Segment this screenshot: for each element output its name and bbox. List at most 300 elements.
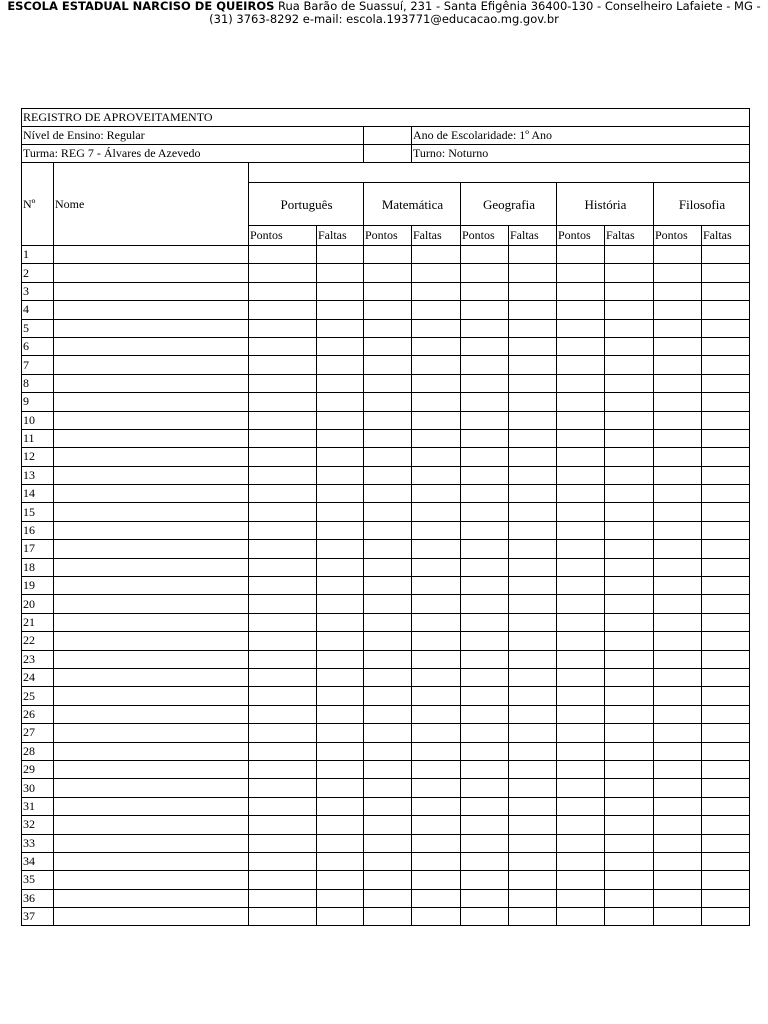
absences-cell	[702, 429, 750, 447]
points-cell	[249, 705, 317, 723]
absences-cell	[509, 650, 557, 668]
student-name-cell	[54, 577, 249, 595]
absences-cell	[317, 577, 364, 595]
points-cell	[654, 411, 702, 429]
absences-cell	[317, 429, 364, 447]
absences-cell	[509, 705, 557, 723]
absences-cell	[412, 742, 461, 760]
absences-cell	[412, 356, 461, 374]
points-cell	[654, 705, 702, 723]
absences-cell	[317, 374, 364, 392]
absences-cell	[605, 411, 654, 429]
points-cell	[557, 742, 605, 760]
points-cell	[364, 908, 412, 926]
absences-cell	[317, 834, 364, 852]
absences-cell	[509, 779, 557, 797]
points-cell	[461, 760, 509, 778]
column-name-header: Nome	[54, 163, 249, 246]
points-cell	[557, 337, 605, 355]
absences-cell	[702, 613, 750, 631]
points-cell	[654, 337, 702, 355]
absences-cell	[702, 411, 750, 429]
table-row	[22, 393, 750, 411]
absences-cell	[702, 374, 750, 392]
points-cell	[364, 282, 412, 300]
absences-cell	[317, 760, 364, 778]
absences-cell	[509, 540, 557, 558]
absences-cell	[317, 411, 364, 429]
points-cell	[557, 889, 605, 907]
absences-cell	[509, 613, 557, 631]
absences-cell	[702, 540, 750, 558]
absences-cell	[702, 301, 750, 319]
table-row	[22, 816, 750, 834]
absences-cell	[317, 356, 364, 374]
points-cell	[249, 577, 317, 595]
student-name-cell	[54, 613, 249, 631]
absences-cell	[605, 724, 654, 742]
student-name-cell	[54, 264, 249, 282]
absences-cell	[509, 742, 557, 760]
points-header: Pontos	[461, 226, 509, 246]
school-name: ESCOLA ESTADUAL NARCISO DE QUEIROS	[7, 0, 275, 13]
student-name-cell	[54, 595, 249, 613]
absences-header: Faltas	[412, 226, 461, 246]
points-cell	[654, 632, 702, 650]
absences-cell	[605, 540, 654, 558]
absences-cell	[702, 595, 750, 613]
points-cell	[654, 724, 702, 742]
absences-cell	[605, 466, 654, 484]
absences-cell	[509, 577, 557, 595]
absences-cell	[509, 668, 557, 686]
absences-cell	[412, 705, 461, 723]
student-name-cell	[54, 411, 249, 429]
row-number: 27	[22, 724, 54, 742]
points-cell	[249, 852, 317, 870]
empty-cell	[364, 127, 412, 145]
table-row	[22, 246, 750, 264]
shift: Turno: Noturno	[412, 145, 750, 163]
points-cell	[364, 577, 412, 595]
absences-cell	[702, 687, 750, 705]
points-cell	[557, 871, 605, 889]
absences-cell	[412, 816, 461, 834]
points-cell	[461, 521, 509, 539]
points-cell	[654, 687, 702, 705]
row-number: 13	[22, 466, 54, 484]
student-name-cell	[54, 852, 249, 870]
absences-cell	[702, 908, 750, 926]
absences-cell	[605, 503, 654, 521]
points-cell	[557, 264, 605, 282]
points-cell	[461, 282, 509, 300]
table-row	[22, 760, 750, 778]
absences-cell	[317, 319, 364, 337]
student-name-cell	[54, 282, 249, 300]
absences-cell	[509, 889, 557, 907]
table-row	[22, 871, 750, 889]
points-cell	[654, 485, 702, 503]
absences-cell	[702, 742, 750, 760]
points-cell	[557, 540, 605, 558]
absences-cell	[412, 908, 461, 926]
points-cell	[654, 889, 702, 907]
points-cell	[557, 503, 605, 521]
absences-cell	[605, 485, 654, 503]
points-cell	[557, 429, 605, 447]
points-cell	[364, 301, 412, 319]
points-cell	[557, 613, 605, 631]
absences-cell	[412, 724, 461, 742]
points-cell	[249, 816, 317, 834]
points-cell	[461, 632, 509, 650]
points-cell	[461, 779, 509, 797]
student-name-cell	[54, 337, 249, 355]
points-cell	[364, 760, 412, 778]
absences-cell	[605, 613, 654, 631]
points-cell	[461, 540, 509, 558]
absences-cell	[605, 834, 654, 852]
points-cell	[654, 595, 702, 613]
table-row	[22, 650, 750, 668]
absences-cell	[605, 632, 654, 650]
table-row	[22, 632, 750, 650]
absences-cell	[605, 558, 654, 576]
absences-cell	[605, 797, 654, 815]
absences-cell	[317, 668, 364, 686]
row-number: 4	[22, 301, 54, 319]
points-cell	[654, 577, 702, 595]
student-name-cell	[54, 485, 249, 503]
absences-cell	[702, 889, 750, 907]
absences-cell	[412, 393, 461, 411]
points-cell	[557, 760, 605, 778]
points-cell	[364, 613, 412, 631]
absences-cell	[702, 797, 750, 815]
absences-cell	[702, 705, 750, 723]
absences-cell	[412, 889, 461, 907]
table-row	[22, 503, 750, 521]
points-header: Pontos	[654, 226, 702, 246]
points-cell	[249, 485, 317, 503]
absences-cell	[509, 521, 557, 539]
points-cell	[557, 650, 605, 668]
points-cell	[557, 393, 605, 411]
row-number: 33	[22, 834, 54, 852]
table-row	[22, 448, 750, 466]
points-cell	[364, 816, 412, 834]
absences-cell	[702, 668, 750, 686]
absences-cell	[509, 852, 557, 870]
absences-cell	[509, 429, 557, 447]
absences-cell	[317, 650, 364, 668]
points-cell	[461, 613, 509, 631]
absences-cell	[702, 448, 750, 466]
absences-cell	[509, 466, 557, 484]
absences-cell	[605, 595, 654, 613]
points-cell	[557, 466, 605, 484]
points-cell	[249, 356, 317, 374]
row-number: 9	[22, 393, 54, 411]
school-contact: (31) 3763-8292 e-mail: escola.193771@educacao.mg.gov.br	[209, 12, 559, 26]
points-cell	[249, 871, 317, 889]
table-row	[22, 687, 750, 705]
student-name-cell	[54, 448, 249, 466]
points-cell	[557, 485, 605, 503]
absences-cell	[509, 264, 557, 282]
table-row	[22, 613, 750, 631]
points-cell	[249, 632, 317, 650]
absences-cell	[317, 613, 364, 631]
points-cell	[654, 668, 702, 686]
absences-cell	[605, 429, 654, 447]
student-name-cell	[54, 466, 249, 484]
table-row	[22, 705, 750, 723]
points-cell	[461, 264, 509, 282]
absences-cell	[317, 448, 364, 466]
points-cell	[654, 282, 702, 300]
points-cell	[364, 724, 412, 742]
row-number: 32	[22, 816, 54, 834]
subject-geografia: Geografia	[461, 183, 557, 226]
points-cell	[461, 816, 509, 834]
points-cell	[557, 632, 605, 650]
points-cell	[364, 521, 412, 539]
row-number: 25	[22, 687, 54, 705]
row-number: 20	[22, 595, 54, 613]
table-row	[22, 337, 750, 355]
points-cell	[654, 521, 702, 539]
points-cell	[654, 466, 702, 484]
student-name-cell	[54, 301, 249, 319]
absences-cell	[605, 889, 654, 907]
points-cell	[461, 558, 509, 576]
absences-cell	[412, 282, 461, 300]
points-cell	[654, 742, 702, 760]
points-cell	[249, 282, 317, 300]
absences-cell	[605, 393, 654, 411]
points-cell	[364, 246, 412, 264]
absences-cell	[605, 742, 654, 760]
points-cell	[654, 246, 702, 264]
absences-cell	[605, 687, 654, 705]
points-cell	[249, 319, 317, 337]
points-cell	[461, 503, 509, 521]
table-row	[22, 374, 750, 392]
absences-cell	[605, 705, 654, 723]
points-cell	[461, 687, 509, 705]
absences-cell	[317, 540, 364, 558]
absences-cell	[317, 724, 364, 742]
points-cell	[654, 852, 702, 870]
points-cell	[461, 337, 509, 355]
points-cell	[461, 908, 509, 926]
points-cell	[364, 429, 412, 447]
student-name-cell	[54, 650, 249, 668]
education-level: Nível de Ensino: Regular	[22, 127, 364, 145]
points-cell	[461, 319, 509, 337]
absences-cell	[509, 374, 557, 392]
row-number: 3	[22, 282, 54, 300]
points-cell	[364, 797, 412, 815]
points-cell	[557, 779, 605, 797]
absences-cell	[317, 521, 364, 539]
absences-cell	[412, 246, 461, 264]
points-cell	[461, 466, 509, 484]
student-name-cell	[54, 742, 249, 760]
absences-cell	[412, 466, 461, 484]
points-cell	[654, 301, 702, 319]
points-cell	[364, 356, 412, 374]
absences-cell	[317, 797, 364, 815]
points-cell	[557, 448, 605, 466]
points-cell	[654, 558, 702, 576]
points-cell	[654, 871, 702, 889]
absences-cell	[605, 668, 654, 686]
student-name-cell	[54, 558, 249, 576]
points-cell	[461, 429, 509, 447]
absences-cell	[412, 687, 461, 705]
absences-cell	[702, 816, 750, 834]
points-cell	[249, 301, 317, 319]
absences-cell	[702, 779, 750, 797]
absences-cell	[317, 246, 364, 264]
absences-cell	[412, 411, 461, 429]
row-number: 16	[22, 521, 54, 539]
points-cell	[249, 760, 317, 778]
absences-cell	[702, 246, 750, 264]
class-group: Turma: REG 7 - Álvares de Azevedo	[22, 145, 364, 163]
absences-cell	[702, 356, 750, 374]
row-number: 5	[22, 319, 54, 337]
row-number: 21	[22, 613, 54, 631]
absences-cell	[509, 834, 557, 852]
absences-cell	[509, 282, 557, 300]
points-cell	[461, 595, 509, 613]
absences-cell	[317, 742, 364, 760]
points-cell	[461, 797, 509, 815]
points-cell	[557, 595, 605, 613]
absences-cell	[412, 577, 461, 595]
points-cell	[249, 889, 317, 907]
absences-cell	[605, 852, 654, 870]
points-cell	[364, 632, 412, 650]
absences-cell	[412, 448, 461, 466]
table-row	[22, 319, 750, 337]
school-header	[0, 0, 768, 26]
row-number: 2	[22, 264, 54, 282]
student-name-cell	[54, 503, 249, 521]
subject-filosofia: Filosofia	[654, 183, 750, 226]
points-cell	[654, 613, 702, 631]
points-cell	[461, 356, 509, 374]
points-cell	[461, 889, 509, 907]
row-number: 30	[22, 779, 54, 797]
absences-cell	[317, 485, 364, 503]
absences-cell	[412, 797, 461, 815]
absences-cell	[509, 724, 557, 742]
points-cell	[249, 687, 317, 705]
absences-cell	[702, 852, 750, 870]
absences-cell	[702, 319, 750, 337]
absences-cell	[702, 264, 750, 282]
absences-cell	[412, 374, 461, 392]
points-cell	[557, 687, 605, 705]
absences-cell	[412, 503, 461, 521]
column-number-header: Nº	[22, 163, 54, 246]
absences-cell	[702, 871, 750, 889]
absences-cell	[702, 466, 750, 484]
points-cell	[654, 908, 702, 926]
points-cell	[364, 705, 412, 723]
absences-header: Faltas	[509, 226, 557, 246]
points-cell	[364, 337, 412, 355]
points-cell	[364, 503, 412, 521]
row-number: 11	[22, 429, 54, 447]
absences-cell	[605, 282, 654, 300]
points-cell	[557, 724, 605, 742]
absences-cell	[702, 282, 750, 300]
row-number: 29	[22, 760, 54, 778]
points-cell	[461, 246, 509, 264]
absences-cell	[509, 448, 557, 466]
points-cell	[461, 834, 509, 852]
points-cell	[654, 540, 702, 558]
points-cell	[249, 503, 317, 521]
empty-cell	[364, 145, 412, 163]
absences-cell	[702, 558, 750, 576]
row-number: 31	[22, 797, 54, 815]
absences-cell	[317, 816, 364, 834]
points-header: Pontos	[249, 226, 317, 246]
table-row	[22, 668, 750, 686]
student-name-cell	[54, 834, 249, 852]
student-name-cell	[54, 521, 249, 539]
points-cell	[557, 301, 605, 319]
absences-cell	[412, 558, 461, 576]
table-row	[22, 301, 750, 319]
absences-cell	[317, 889, 364, 907]
points-cell	[461, 871, 509, 889]
absences-cell	[509, 337, 557, 355]
table-row	[22, 521, 750, 539]
points-header: Pontos	[364, 226, 412, 246]
absences-cell	[317, 558, 364, 576]
table-row	[22, 411, 750, 429]
absences-cell	[509, 393, 557, 411]
row-number: 8	[22, 374, 54, 392]
points-cell	[461, 448, 509, 466]
points-cell	[461, 411, 509, 429]
absences-cell	[509, 319, 557, 337]
row-number: 15	[22, 503, 54, 521]
table-row	[22, 834, 750, 852]
points-cell	[364, 411, 412, 429]
student-name-cell	[54, 724, 249, 742]
points-cell	[364, 779, 412, 797]
student-name-cell	[54, 540, 249, 558]
table-row	[22, 779, 750, 797]
form-title: REGISTRO DE APROVEITAMENTO	[22, 109, 750, 127]
absences-cell	[605, 577, 654, 595]
absences-cell	[317, 337, 364, 355]
absences-cell	[509, 411, 557, 429]
points-cell	[364, 393, 412, 411]
absences-cell	[412, 760, 461, 778]
absences-cell	[605, 908, 654, 926]
points-cell	[654, 319, 702, 337]
